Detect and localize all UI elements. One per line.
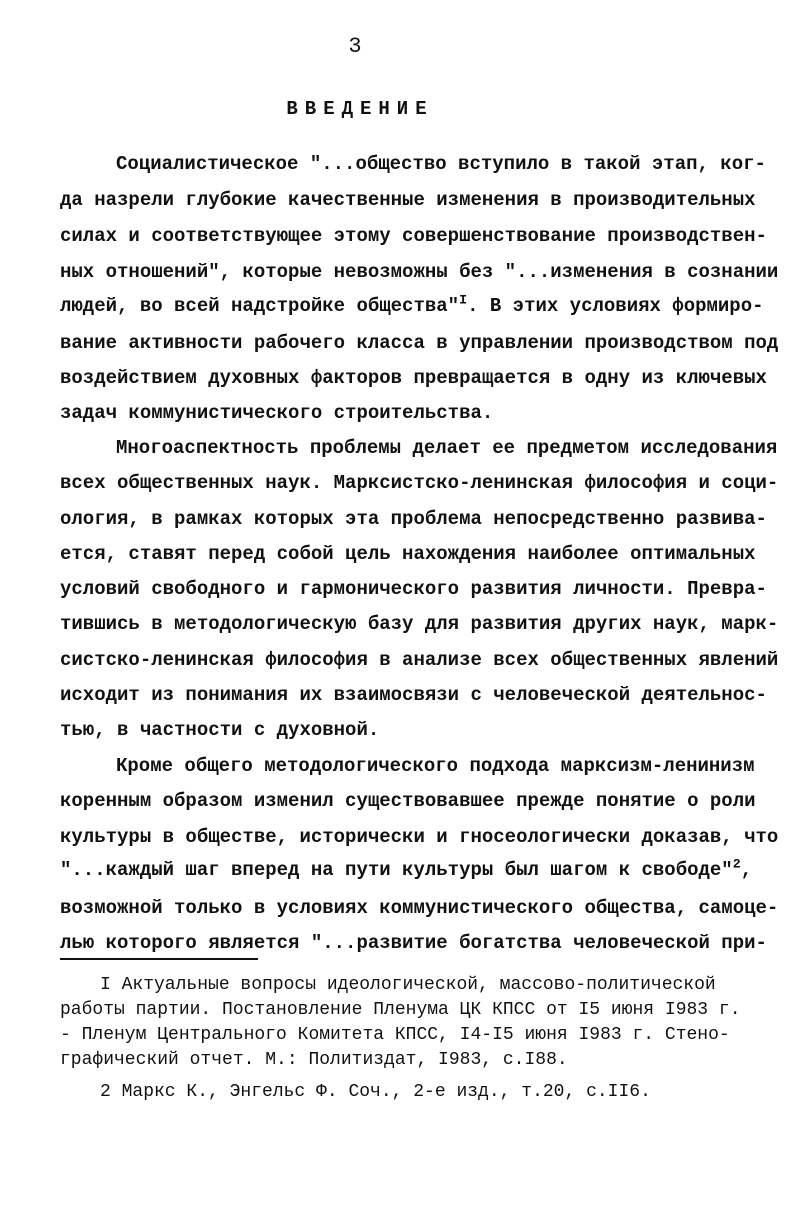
body-line-text: ,	[740, 859, 753, 881]
body-line: воздействием духовных факторов превращается в одну из ключевых	[60, 367, 767, 389]
body-line: условий свободного и гармонического развития личности. Превра-	[60, 578, 767, 600]
footnote-line: графический отчет. М.: Политиздат, I983, с.I88.	[60, 1050, 568, 1070]
body-line: вание активности рабочего класса в управлении производством под	[60, 332, 779, 354]
body-line	[60, 292, 764, 318]
footnote-line: - Пленум Центрального Комитета КПСС, I4-I5 июня I983 г. Стено-	[60, 1025, 730, 1045]
footnote-ref: I	[459, 292, 468, 308]
page-heading: ВВЕДЕНИЕ	[286, 98, 434, 120]
footnote-ref: 2	[732, 856, 741, 872]
body-line-text: . В этих условиях формиро-	[467, 295, 764, 317]
page-number: 3	[348, 34, 362, 59]
body-line: Многоаспектность проблемы делает ее предметом исследования	[116, 437, 778, 459]
body-line: силах и соответствующее этому совершенствование производствен-	[60, 225, 767, 247]
footnote-line: 2 Маркс К., Энгельс Ф. Соч., 2-е изд., т.20, с.II6.	[100, 1082, 651, 1102]
body-line-text: людей, во всей надстройке общества"	[60, 295, 460, 317]
body-line: ется, ставят перед собой цель нахождения наиболее оптимальных	[60, 543, 756, 565]
body-line: систско-ленинская философия в анализе всех общественных явлений	[60, 649, 779, 671]
body-line: исходит из понимания их взаимосвязи с человеческой деятельнос-	[60, 684, 767, 706]
body-line: Кроме общего методологического подхода марксизм-ленинизм	[116, 755, 755, 777]
footnote-line: работы партии. Постановление Пленума ЦК КПСС от I5 июня I983 г.	[60, 1000, 741, 1020]
body-line: коренным образом изменил существовавшее прежде понятие о роли	[60, 790, 756, 812]
body-line: Социалистическое "...общество вступило в такой этап, ког-	[116, 153, 766, 175]
body-line: задач коммунистического строительства.	[60, 402, 494, 424]
body-line-text: "...каждый шаг вперед на пути культуры был шагом к свободе"	[60, 859, 733, 881]
body-line: тившись в методологическую базу для развития других наук, марк-	[60, 613, 779, 635]
body-line: культуры в обществе, исторически и гносеологически доказав, что	[60, 826, 779, 848]
body-line: да назрели глубокие качественные изменения в производительных	[60, 189, 756, 211]
body-line: лью которого является "...развитие богатства человеческой при-	[60, 932, 767, 954]
body-line	[60, 856, 753, 882]
body-line: ология, в рамках которых эта проблема непосредственно развива-	[60, 508, 767, 530]
body-line: всех общественных наук. Марксистско-ленинская философия и соци-	[60, 472, 779, 494]
footnote-separator	[60, 958, 258, 960]
body-line: тью, в частности с духовной.	[60, 719, 380, 741]
footnote-line: I Актуальные вопросы идеологической, массово-политической	[100, 975, 716, 995]
body-line: ных отношений", которые невозможны без "...изменения в сознании	[60, 261, 779, 283]
body-line: возможной только в условиях коммунистического общества, самоце-	[60, 897, 779, 919]
